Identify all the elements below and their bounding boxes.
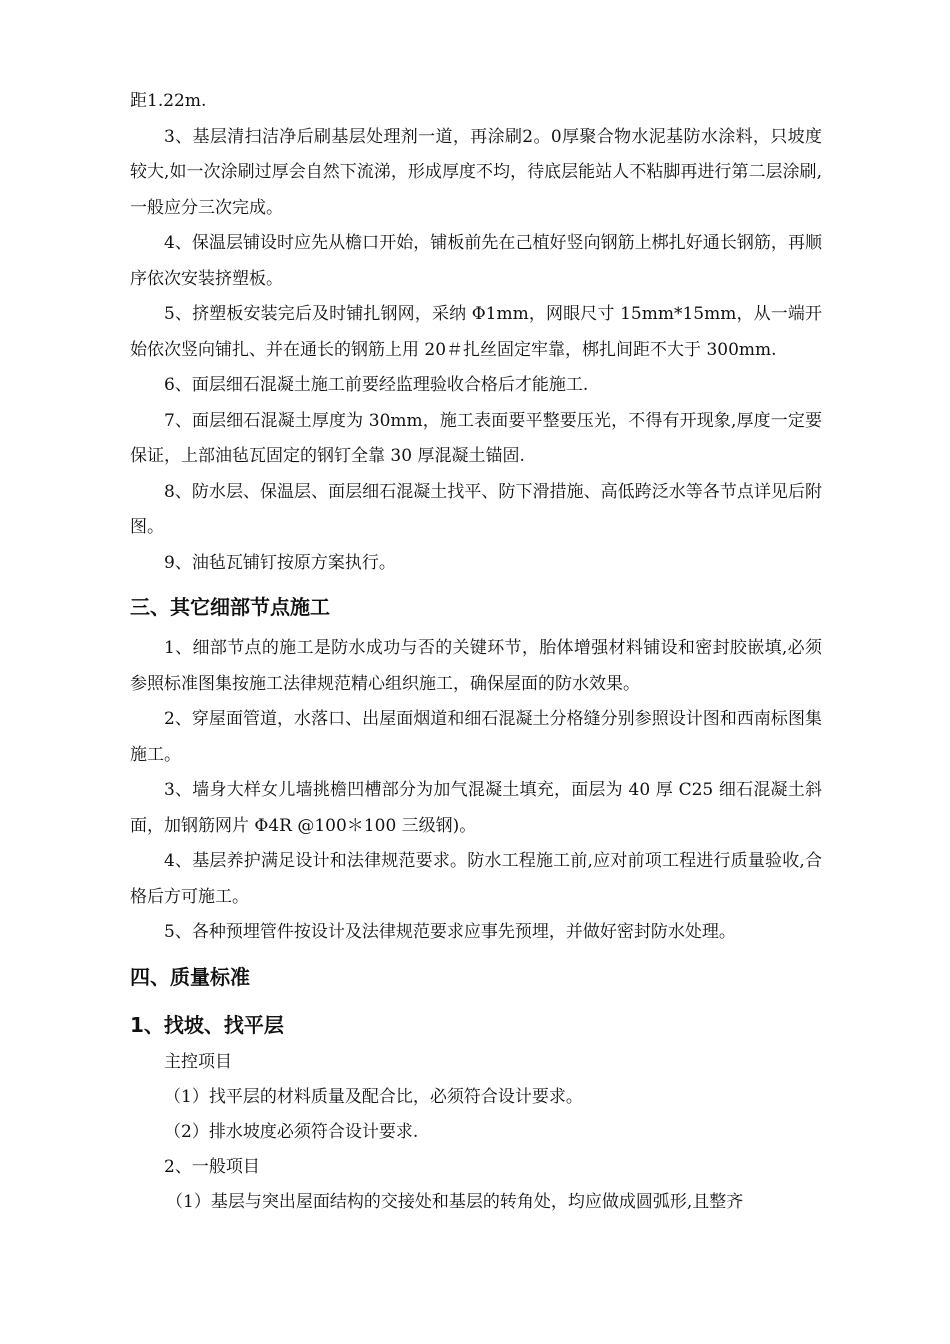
paragraph-item-6: 6、面层细石混凝土施工前要经监理验收合格后才能施工.	[164, 375, 589, 395]
detail-paragraph-5: 5、各种预埋管件按设计及法律规范要求应事先预埋，并做好密封防水处理。	[164, 922, 736, 942]
document-body	[130, 84, 822, 1220]
detail-paragraph-3: 3、墙身大样女儿墙挑檐凹槽部分为加气混凝土填充，面层为 40 厚 C25 细石混凝土斜面，加钢筋网片 Φ4R @100＊100 三级钢)。	[130, 780, 822, 836]
main-control-item-1: （1）找平层的材料质量及配合比，必须符合设计要求。	[164, 1086, 583, 1107]
detail-paragraph-4: 4、基层养护满足设计和法律规范要求。防水工程施工前,应对前项工程进行质量验收,合格后方可施工。	[130, 851, 822, 907]
main-control-label: 主控项目	[164, 1051, 232, 1072]
paragraph-item-9: 9、油毡瓦铺钉按原方案执行。	[164, 552, 396, 573]
general-items-label: 2、一般项目	[164, 1156, 260, 1177]
paragraph-item-3: 3、基层清扫洁净后刷基层处理剂一道，再涂刷2。0厚聚合物水泥基防水涂料，只坡度较大,如一次涂刷过厚会自然下流涕，形成厚度不均，待底层能站人不粘脚再进行第二层涂刷,一般应分三次完成。	[130, 126, 822, 218]
section-heading-3: 三、其它细部节点施工	[130, 595, 330, 619]
subsection-heading-1: 1、找坡、找平层	[130, 1012, 284, 1037]
paragraph-continuation: 距1.22m.	[130, 91, 207, 111]
detail-paragraph-1: 1、细部节点的施工是防水成功与否的关键环节，胎体增强材料铺设和密封胶嵌填,必须参照标准图集按施工法律规范精心组织施工，确保屋面的防水效果。	[130, 638, 822, 694]
main-control-item-2: （2）排水坡度必须符合设计要求.	[164, 1121, 419, 1142]
section-heading-4: 四、质量标准	[130, 964, 250, 989]
paragraph-item-5: 5、挤塑板安装完后及时铺扎钢网，采纳 Φ1mm，网眼尺寸 15mm*15mm，从一端开始依次竖向铺扎、并在通长的钢筋上用 20＃扎丝固定牢靠，梆扎间距不大于 300mm.	[130, 304, 822, 360]
paragraph-item-7: 7、面层细石混凝土厚度为 30mm，施工表面要平整要压光，不得有开现象,厚度一定要保证，上部油毡瓦固定的钢钉全靠 30 厚混凝土锚固.	[130, 410, 822, 466]
paragraph-item-4: 4、保温层铺设时应先从檐口开始，铺板前先在己植好竖向钢筋上梆扎好通长钢筋，再顺序依次安装挤塑板。	[130, 233, 822, 289]
paragraph-item-8: 8、防水层、保温层、面层细石混凝土找平、防下滑措施、高低跨泛水等各节点详见后附图。	[130, 481, 822, 537]
general-item-1: （1）基层与突出屋面结构的交接处和基层的转角处，均应做成圆弧形,且整齐	[166, 1191, 744, 1212]
detail-paragraph-2: 2、穿屋面管道，水落口、出屋面烟道和细石混凝土分格缝分别参照设计图和西南标图集施工。	[130, 709, 822, 765]
